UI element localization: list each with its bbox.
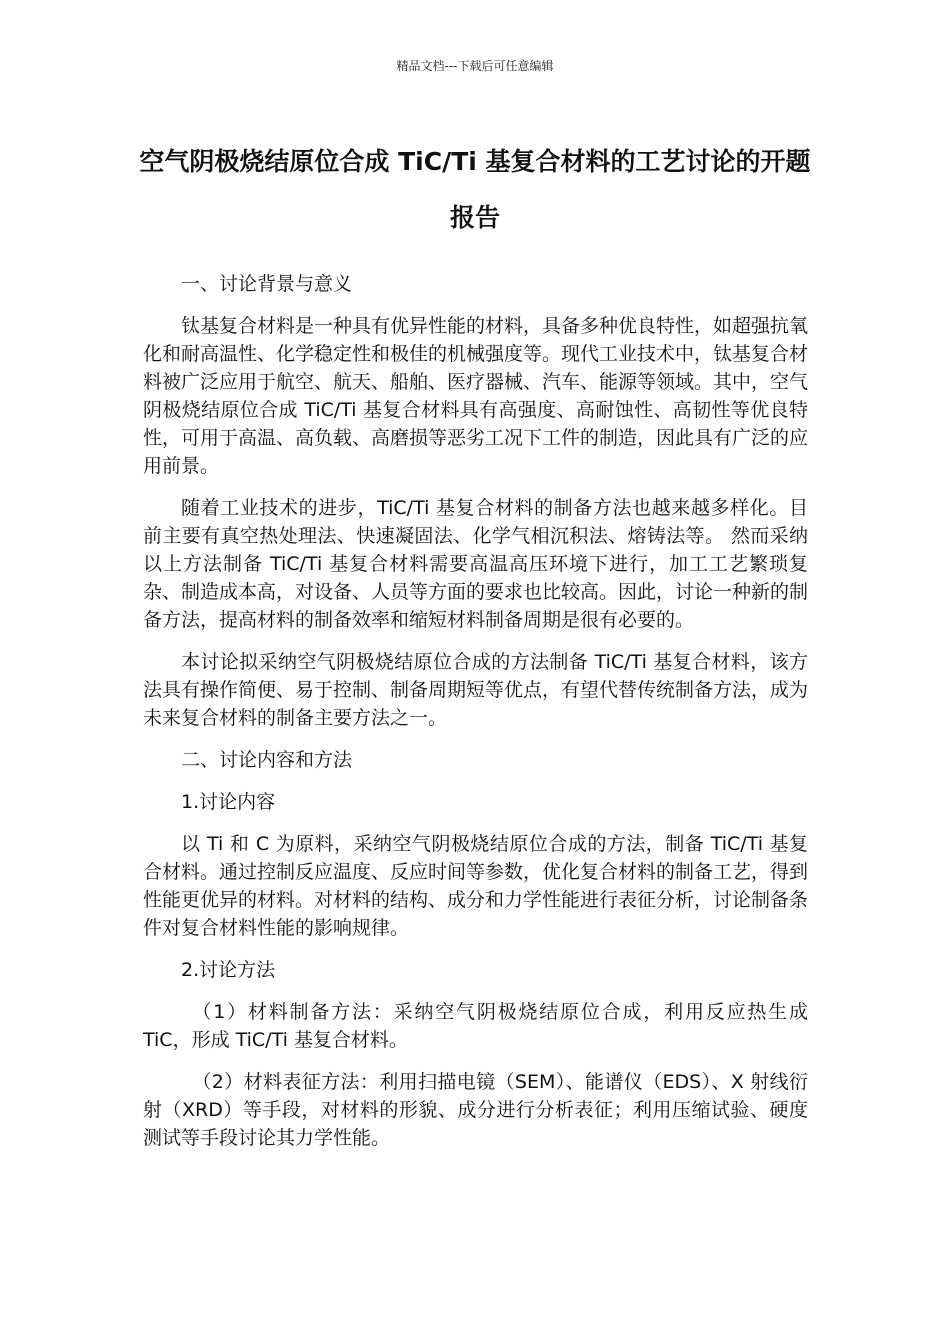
paragraph-content: 以 Ti 和 C 为原料，采纳空气阴极烧结原位合成的方法，制备 TiC/Ti 基复合材料。通过控制反应温度、反应时间等参数，优化复合材料的制备工艺，得到性能更优异的材料。对材料的结构、成分和力学性能进行表征分析，讨论制备条件对复合材料性能的影响规律。 — [143, 833, 809, 939]
subheading-method: 2.讨论方法 — [181, 959, 276, 981]
paragraph-method-1: （1）材料制备方法：采纳空气阴极烧结原位合成，利用反应热生成 TiC，形成 TiC/Ti 基复合材料。 — [143, 1001, 808, 1051]
header-note: 精品文档---下载后可任意编辑 — [396, 59, 554, 73]
document-body — [143, 270, 808, 1166]
paragraph-background-3: 本讨论拟采纳空气阴极烧结原位合成的方法制备 TiC/Ti 基复合材料，该方法具有操作简便、易于控制、制备周期短等优点，有望代替传统制备方法，成为未来复合材料的制备主要方法之一。 — [143, 651, 809, 729]
paragraph-background-2: 随着工业技术的进步，TiC/Ti 基复合材料的制备方法也越来越多样化。目前主要有真空热处理法、快速凝固法、化学气相沉积法、熔铸法等。 然而采纳以上方法制备 TiC/Ti 基复合材料需要高温高压环境下进行，加工工艺繁琐复杂、制造成本高，对设备、人员等方面的要求也比较高。因此，讨论一种新的制备方法，提高材料的制备效率和缩短材料制备周期是很有必要的。 — [143, 497, 809, 631]
subheading-content: 1.讨论内容 — [181, 791, 276, 813]
document-title: 空气阴极烧结原位合成 TiC/Ti 基复合材料的工艺讨论的开题报告 — [139, 147, 811, 232]
section-heading-background: 一、讨论背景与意义 — [181, 273, 353, 295]
paragraph-background-1: 钛基复合材料是一种具有优异性能的材料，具备多种优良特性，如超强抗氧化和耐高温性、化学稳定性和极佳的机械强度等。现代工业技术中，钛基复合材料被广泛应用于航空、航天、船舶、医疗器械、汽车、能源等领域。其中，空气阴极烧结原位合成 TiC/Ti 基复合材料具有高强度、高耐蚀性、高韧性等优良特性，可用于高温、高负载、高磨损等恶劣工况下工件的制造，因此具有广泛的应用前景。 — [143, 315, 809, 477]
section-heading-content-method: 二、讨论内容和方法 — [181, 749, 353, 771]
paragraph-method-2: （2）材料表征方法：利用扫描电镜（SEM）、能谱仪（EDS）、X 射线衍射（XRD）等手段，对材料的形貌、成分进行分析表征；利用压缩试验、硬度测试等手段讨论其力学性能。 — [143, 1071, 808, 1149]
